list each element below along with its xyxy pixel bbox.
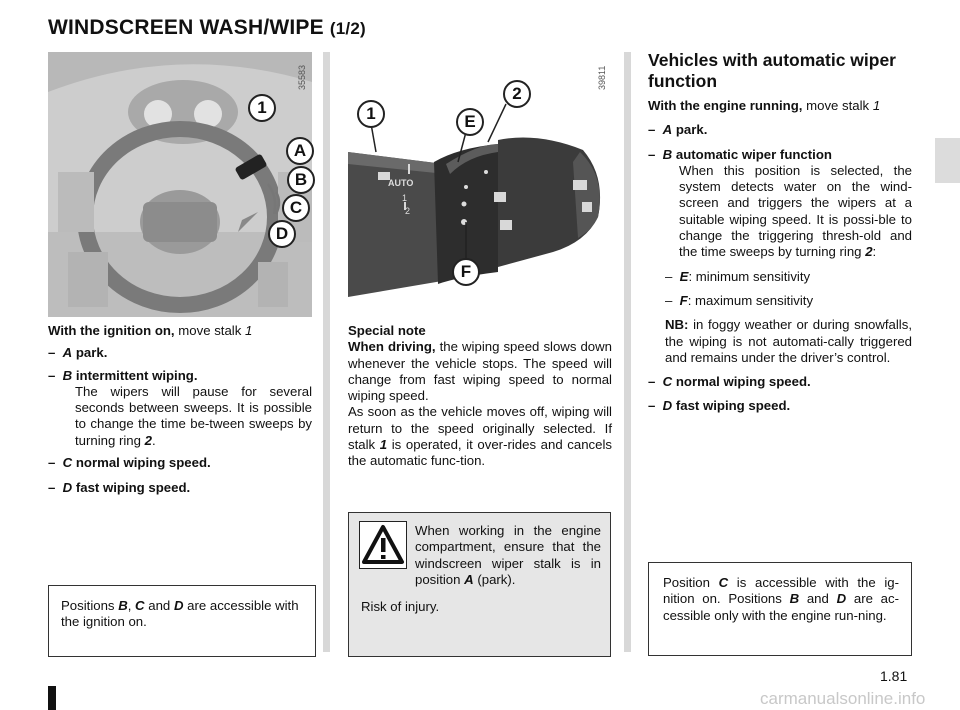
callout-b: B [287,166,315,194]
right-note-box: Position C is accessible with the ig-nition on. Positions B and D are ac-cessible only with the engine run-ning. [648,562,912,656]
chapter-tab [935,138,960,183]
page-edge-marker [48,686,56,710]
callout-f: F [452,258,480,286]
right-item-f: – F: maximum sensitivity [665,292,814,308]
callout-e: E [456,108,484,136]
right-intro: With the engine running, move stalk 1 [648,98,881,113]
figure-ref-left: 35583 [297,64,307,90]
callout-stalk-1: 1 [248,94,276,122]
dashboard-figure [48,52,312,317]
callout-d: D [268,220,296,248]
stalk-pos-2: 2 [405,206,411,216]
right-item-a: – A park. [648,122,708,138]
callout-a: A [286,137,314,165]
warning-icon-frame [359,521,407,569]
special-note-para2: As soon as the vehicle moves off, wiping will return to the speed originally selected. If stalk 1 is operated, it over-rides and cancels the automatic func-tion. [348,404,612,469]
stalk-auto-label: AUTO [388,178,414,188]
left-intro: With the ignition on, move stalk 1 [48,323,253,338]
title-suffix: (1/2) [329,19,366,38]
right-item-c: – C normal wiping speed. [648,374,811,390]
right-item-e: – E: minimum sensitivity [665,268,811,284]
left-column-text [48,323,312,497]
callout-c: C [282,194,310,222]
right-item-b-body: When this position is selected, the system detects water on the wind-screen and triggers the wipers at a suitable wiping speed. It is possi-ble to change the triggering thresh-old and the time sweeps by turning ring 2: [679,162,912,260]
stalk-pos-1: 1 [402,193,408,203]
right-body [648,98,912,415]
right-item-b: – B automatic wiper function [648,146,832,162]
warning-text: When working in the engine compartment, ensure that the windscreen wiper stalk is in position A (park). [415,523,601,587]
callout-stalk-1-detail: 1 [357,100,385,128]
figure-ref-middle: 39811 [597,65,607,90]
title-text: WINDSCREEN WASH/WIPE [48,16,324,39]
left-item-a: – A park. [48,345,108,361]
warning-icon [360,522,406,568]
callout-ring-2: 2 [503,80,531,108]
right-heading: Vehicles with automatic wiper function [648,50,896,91]
column-separator-2 [624,52,631,652]
dashboard-illustration [48,52,312,317]
column-separator-1 [323,52,330,652]
special-note-para1: When driving, the wiping speed slows down whenever the vehicle stops. The speed will change from fast wiping speed to normal wiping speed. [348,339,612,404]
left-item-b: – B intermittent wiping. [48,367,198,383]
warning-risk: Risk of injury. [361,599,440,614]
left-item-c: – C normal wiping speed. [48,455,211,471]
right-item-d: – D fast wiping speed. [648,398,791,414]
right-column [648,50,912,415]
left-item-d: – D fast wiping speed. [48,480,191,496]
left-item-b-body: The wipers will pause for several seconds between sweeps. It is possible to change the time be-tween sweeps by turning ring 2. [75,383,312,448]
left-note-box: Positions B, C and D are accessible with the ignition on. [48,585,316,657]
special-note-title: Special note [348,323,426,338]
page-title [48,16,366,40]
middle-column-text [348,323,612,470]
page-number: 1.81 [880,668,908,684]
warning-box [348,512,611,657]
right-nb: NB: in foggy weather or during snowfalls, the wiping is not automati-cally triggered and remains under the driver’s control. [665,317,912,365]
footer-watermark: carmanualsonline.info [760,689,926,708]
